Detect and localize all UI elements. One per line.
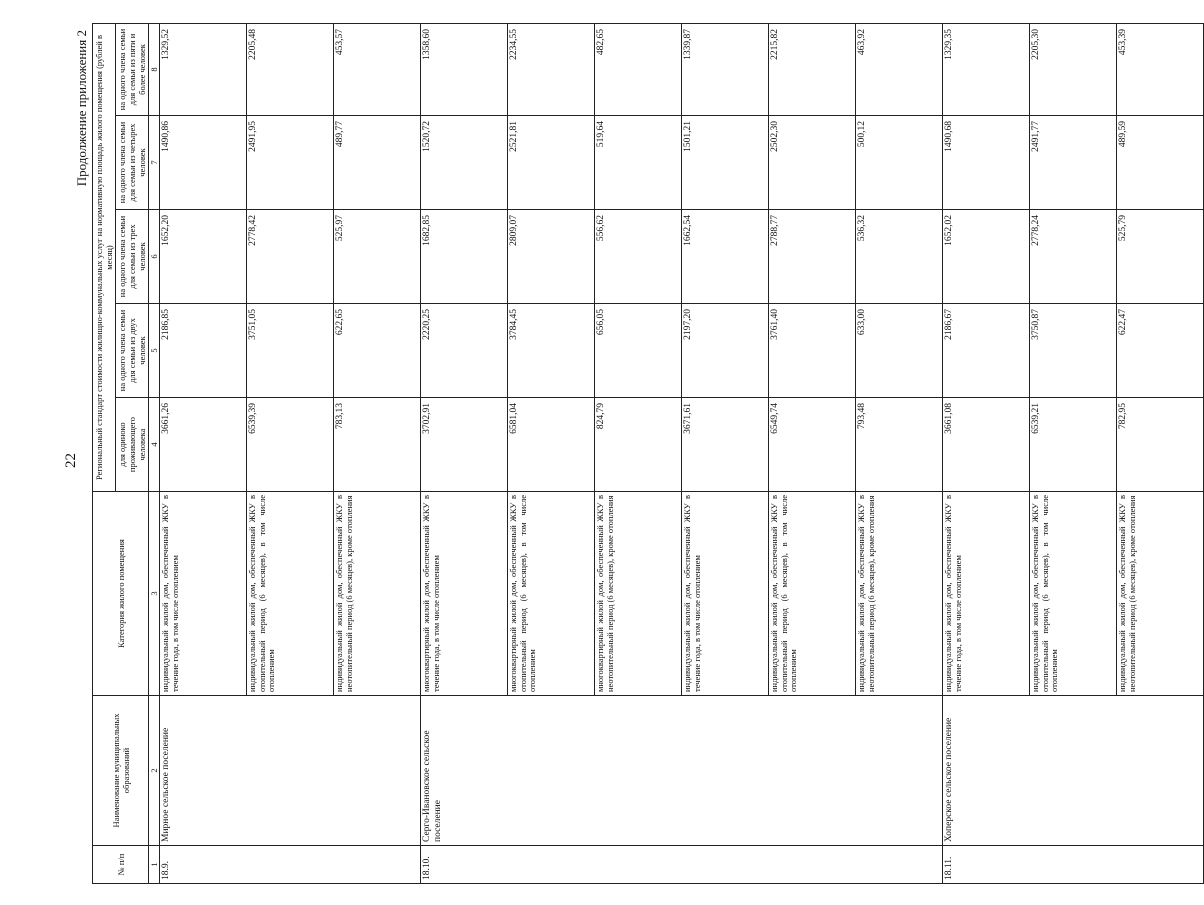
value-cell: 519,64 (595, 116, 682, 210)
value-cell: 2234,55 (508, 23, 595, 115)
value-cell: 2186,67 (943, 304, 1030, 398)
page-number: 22 (63, 453, 79, 468)
value-cell: 482,65 (595, 23, 682, 115)
group-code: 18.9. (160, 846, 421, 884)
column-number: 3 (149, 492, 160, 696)
value-cell: 3761,40 (769, 304, 856, 398)
header-col5: на одного члена семьи для семьи из двух человек (116, 304, 149, 398)
category-cell: индивидуальный жилой дом, обеспеченный ЖКУ в отопительный период (6 месяцев), в том числе отоплением (247, 492, 334, 696)
category-cell: индивидуальный жилой дом, обеспеченный ЖКУ в течение года, в том числе отоплением (682, 492, 769, 696)
category-cell: индивидуальный жилой дом, обеспеченный ЖКУ в неотопительный период (6 месяцев), кроме отопления (334, 492, 421, 696)
category-cell: многоквартирный жилой дом, обеспеченный ЖКУ в неотопительный период (6 месяцев), кроме отопления (595, 492, 682, 696)
value-cell: 489,59 (1117, 116, 1204, 210)
category-cell: многоквартирный жилой дом, обеспеченный ЖКУ в течение года, в том числе отоплением (421, 492, 508, 696)
value-cell: 1652,20 (160, 210, 247, 304)
value-cell: 3671,61 (682, 398, 769, 492)
value-cell: 2186,85 (160, 304, 247, 398)
value-cell: 6539,39 (247, 398, 334, 492)
value-cell: 783,13 (334, 398, 421, 492)
value-cell: 6581,04 (508, 398, 595, 492)
group-code: 18.11. (943, 846, 1204, 884)
value-cell: 633,00 (856, 304, 943, 398)
value-cell: 2197,20 (682, 304, 769, 398)
table-row (160, 23, 247, 883)
value-cell: 622,47 (1117, 304, 1204, 398)
value-cell: 489,77 (334, 116, 421, 210)
value-cell: 6549,74 (769, 398, 856, 492)
value-cell: 622,65 (334, 304, 421, 398)
column-number: 4 (149, 398, 160, 492)
table-row (421, 23, 508, 883)
value-cell: 2521,81 (508, 116, 595, 210)
value-cell: 793,48 (856, 398, 943, 492)
header-col4: для одиноко проживающего человека (116, 398, 149, 492)
value-cell: 2502,30 (769, 116, 856, 210)
rotated-page-content (72, 24, 1137, 884)
table-header (93, 23, 160, 883)
value-cell: 1682,85 (421, 210, 508, 304)
category-cell: индивидуальный жилой дом, обеспеченный ЖКУ в неотопительный период (6 месяцев), кроме отопления (1117, 492, 1204, 696)
value-cell: 6539,21 (1030, 398, 1117, 492)
value-cell: 2788,77 (769, 210, 856, 304)
category-cell: индивидуальный жилой дом, обеспеченный ЖКУ в отопительный период (6 месяцев), в том числе отоплением (1030, 492, 1117, 696)
header-standard-group: Региональный стандарт стоимости жилищно-коммунальных услуг на нормативную площадь жилого помещения (рублей в месяц) (93, 23, 116, 491)
table-row (943, 23, 1030, 883)
value-cell: 3784,45 (508, 304, 595, 398)
group-code: 18.10. (421, 846, 943, 884)
value-cell: 2205,48 (247, 23, 334, 115)
header-category: Категория жилого помещения (93, 492, 149, 696)
header-col8: на одного члена семьи для семьи из пяти и более человек (116, 23, 149, 115)
category-cell: индивидуальный жилой дом, обеспеченный ЖКУ в отопительный период (6 месяцев), в том числе отоплением (769, 492, 856, 696)
value-cell: 824,79 (595, 398, 682, 492)
value-cell: 1339,87 (682, 23, 769, 115)
value-cell: 463,92 (856, 23, 943, 115)
category-cell: индивидуальный жилой дом, обеспеченный ЖКУ в течение года, в том числе отоплением (160, 492, 247, 696)
value-cell: 1652,02 (943, 210, 1030, 304)
continuation-title: Продолжение приложения 2 (74, 30, 89, 187)
value-cell: 782,95 (1117, 398, 1204, 492)
column-number: 7 (149, 116, 160, 210)
category-cell: многоквартирный жилой дом, обеспеченный ЖКУ в отопительный период (6 месяцев), в том числе отоплением (508, 492, 595, 696)
municipality-name: Хоперское сельское поселение (943, 696, 1204, 846)
category-cell: индивидуальный жилой дом, обеспеченный ЖКУ в течение года, в том числе отоплением (943, 492, 1030, 696)
value-cell: 500,12 (856, 116, 943, 210)
value-cell: 3661,08 (943, 398, 1030, 492)
value-cell: 1490,86 (160, 116, 247, 210)
value-cell: 525,79 (1117, 210, 1204, 304)
value-cell: 525,97 (334, 210, 421, 304)
value-cell: 3661,26 (160, 398, 247, 492)
table-body (160, 23, 1204, 883)
value-cell: 1358,60 (421, 23, 508, 115)
municipality-name: Серго-Ивановское сельское поселение (421, 696, 943, 846)
value-cell: 2491,95 (247, 116, 334, 210)
value-cell: 536,32 (856, 210, 943, 304)
value-cell: 656,05 (595, 304, 682, 398)
header-municipality: Наименование муниципальных образований (93, 696, 149, 846)
standards-table (92, 23, 1204, 884)
header-num: № п/п (93, 846, 149, 884)
municipality-name: Мирное сельское поселение (160, 696, 421, 846)
value-cell: 2491,77 (1030, 116, 1117, 210)
value-cell: 453,57 (334, 23, 421, 115)
value-cell: 2778,24 (1030, 210, 1117, 304)
value-cell: 1490,68 (943, 116, 1030, 210)
value-cell: 2809,07 (508, 210, 595, 304)
value-cell: 1662,54 (682, 210, 769, 304)
value-cell: 556,62 (595, 210, 682, 304)
value-cell: 3751,05 (247, 304, 334, 398)
category-cell: индивидуальный жилой дом, обеспеченный ЖКУ в неотопительный период (6 месяцев), кроме отопления (856, 492, 943, 696)
column-numbers-row (149, 23, 160, 883)
column-number: 2 (149, 696, 160, 846)
value-cell: 1329,52 (160, 23, 247, 115)
value-cell: 1501,21 (682, 116, 769, 210)
column-number: 1 (149, 846, 160, 884)
value-cell: 3702,91 (421, 398, 508, 492)
value-cell: 2220,25 (421, 304, 508, 398)
column-number: 8 (149, 23, 160, 115)
value-cell: 3750,87 (1030, 304, 1117, 398)
header-col6: на одного члена семьи для семьи из трех человек (116, 210, 149, 304)
value-cell: 453,39 (1117, 23, 1204, 115)
header-col7: на одного члена семьи для семьи из четырех человек (116, 116, 149, 210)
value-cell: 1520,72 (421, 116, 508, 210)
column-number: 6 (149, 210, 160, 304)
column-number: 5 (149, 304, 160, 398)
value-cell: 1329,35 (943, 23, 1030, 115)
value-cell: 2205,30 (1030, 23, 1117, 115)
value-cell: 2778,42 (247, 210, 334, 304)
value-cell: 2215,82 (769, 23, 856, 115)
